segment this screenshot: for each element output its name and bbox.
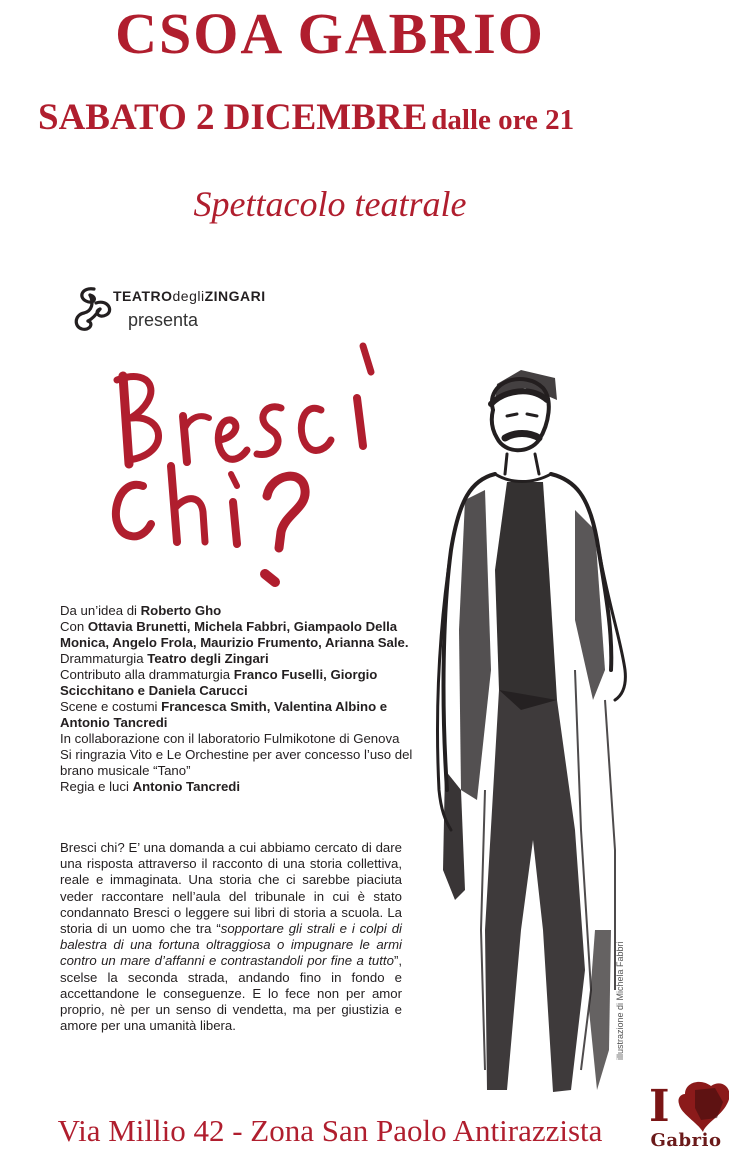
credit-dramaturgy-names: Teatro degli Zingari — [147, 651, 269, 666]
man-illustration — [425, 370, 635, 1105]
presenter-name-part3: ZINGARI — [204, 288, 266, 304]
credit-sets-names: Francesca Smith, Valentina Albino e Antonio Tancredi — [60, 699, 388, 730]
description-quote: sopportare gli strali e i colpi di balestra di una fortuna oltraggiosa o impugnare le armi contro un mare d’affanni e contrastandoli por fine a tutto — [60, 921, 402, 969]
description-part2: ”, scelse la seconda strada, andando fino in fondo e accettandone le conseguenze. E lo fece non per amor proprio, nè per un senso di vendetta, ma per giustizia e amore per una umanità libera. — [60, 953, 402, 1034]
credit-sets-label: Scene e costumi — [60, 699, 158, 714]
show-description — [60, 840, 402, 1034]
credit-direction-names: Antonio Tancredi — [132, 779, 241, 794]
credit-collab: In collaborazione con il laboratorio Fulmikotone di Genova — [60, 731, 400, 746]
show-title-brushstroke — [95, 336, 395, 598]
presenter-name — [113, 288, 266, 304]
credit-idea-names: Roberto Gho — [140, 603, 222, 618]
credit-dramaturgy — [60, 651, 415, 667]
event-subtitle: Spettacolo teatrale — [193, 184, 467, 224]
venue-title: CSOA GABRIO — [115, 1, 545, 66]
venue-address: Via Millio 42 - Zona San Paolo Antirazzista — [57, 1113, 603, 1148]
presenta-label: presenta — [128, 310, 199, 330]
credit-cast-label: Con — [60, 619, 85, 634]
event-time: dalle ore 21 — [431, 104, 575, 136]
logo-word-gabrio: Gabrio — [650, 1130, 722, 1151]
credit-sets — [60, 699, 415, 731]
credit-cast — [60, 619, 415, 651]
credit-thanks: Si ringrazia Vito e Le Orchestine per aver concesso l’uso del brano musicale “Tano” — [60, 747, 413, 778]
presenter-name-part1: TEATRO — [113, 288, 173, 304]
credit-idea-label: Da un’idea di — [60, 603, 137, 618]
credit-idea — [60, 603, 415, 619]
credits-block — [60, 603, 415, 795]
description-part1: Bresci chi? E’ una domanda a cui abbiamo cercato di dare una risposta attraverso il racconto di una storia collettiva, reale e immaginata. Una storia che ci sarebbe piaciuta veder raccontare nell’aula del tribunale in cui è stato condannato Bresci o leggere sui libri di storia a scuola. La storia di un uomo che tra “ — [60, 840, 402, 937]
credit-cast-names: Ottavia Brunetti, Michela Fabbri, Giampaolo Della Monica, Angelo Frola, Maurizio Frumento, Arianna Sale. — [60, 619, 409, 650]
presenter-name-part2: degli — [172, 288, 205, 304]
illustration-credit: illustrazione di Michela Fabbri — [615, 941, 625, 1060]
credit-direction-label: Regia e luci — [60, 779, 129, 794]
logo-letter-i: I — [649, 1081, 670, 1132]
credit-dramaturgy-label: Drammaturgia — [60, 651, 144, 666]
event-date — [38, 96, 574, 147]
credit-contrib-label: Contributo alla drammaturgia — [60, 667, 231, 682]
credit-contrib — [60, 667, 415, 699]
event-day: SABATO 2 DICEMBRE — [38, 97, 428, 138]
credit-direction — [60, 779, 415, 795]
credit-contrib-names: Franco Fuselli, Giorgio Scicchitano e Daniela Carucci — [60, 667, 378, 698]
